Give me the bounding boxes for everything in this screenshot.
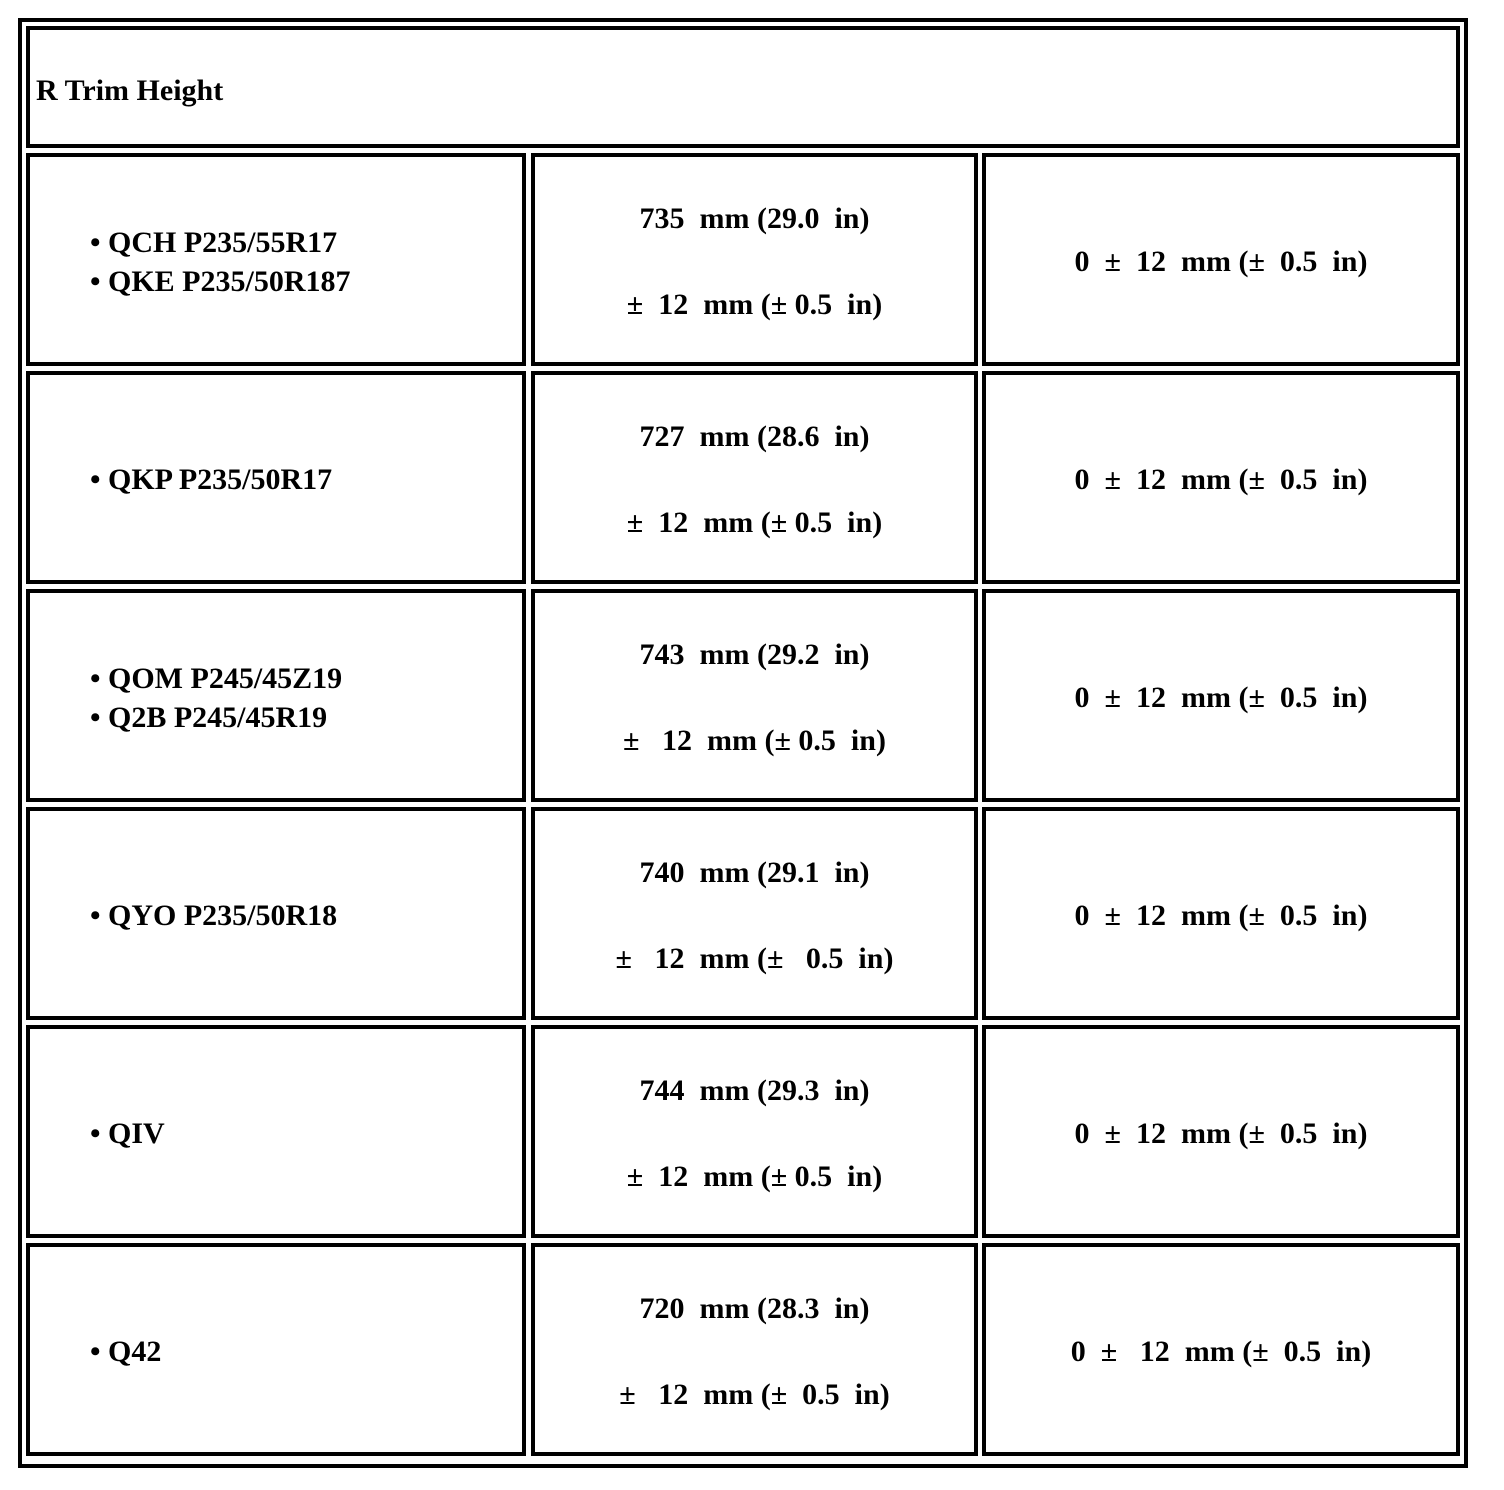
- side-difference-value: 0 ± 12 mm (± 0.5 in): [1074, 244, 1368, 278]
- table-cell-option-codes: [26, 153, 526, 366]
- table-cell-option-codes: [26, 807, 526, 1020]
- table-cell-side-difference: [982, 371, 1460, 584]
- option-code-item: • QYO P235/50R18: [90, 899, 338, 932]
- table-cell-trim-height: [531, 1025, 978, 1238]
- height-tolerance: ± 12 mm (± 0.5 in): [615, 941, 894, 975]
- table-cell-option-codes: [26, 1243, 526, 1456]
- table-cell-option-codes: [26, 1025, 526, 1238]
- table-cell-side-difference: [982, 153, 1460, 366]
- table-cell-side-difference: [982, 807, 1460, 1020]
- option-code-item: • QIV: [90, 1117, 165, 1150]
- side-difference-value: 0 ± 12 mm (± 0.5 in): [1074, 1116, 1368, 1150]
- nominal-height: 720 mm (28.3 in): [639, 1291, 870, 1325]
- height-tolerance: ± 12 mm (± 0.5 in): [619, 1377, 890, 1411]
- option-code-item: • QCH P235/55R17: [90, 225, 338, 259]
- side-difference-value: 0 ± 12 mm (± 0.5 in): [1070, 1334, 1372, 1368]
- table-cell-side-difference: [982, 589, 1460, 802]
- table-title: R Trim Height: [36, 74, 224, 107]
- nominal-height: 740 mm (29.1 in): [639, 855, 870, 889]
- table-cell-trim-height: [531, 1243, 978, 1456]
- table-cell-option-codes: [26, 371, 526, 584]
- table-cell-side-difference: [982, 1243, 1460, 1456]
- table-cell-trim-height: [531, 153, 978, 366]
- height-tolerance: ± 12 mm (± 0.5 in): [626, 505, 883, 539]
- height-tolerance: ± 12 mm (± 0.5 in): [626, 1159, 883, 1193]
- nominal-height: 727 mm (28.6 in): [639, 419, 870, 453]
- option-code-item: • QOM P245/45Z19: [90, 661, 343, 695]
- side-difference-value: 0 ± 12 mm (± 0.5 in): [1074, 898, 1368, 932]
- nominal-height: 735 mm (29.0 in): [639, 201, 870, 235]
- option-code-item: • Q2B P245/45R19: [90, 700, 328, 734]
- height-tolerance: ± 12 mm (± 0.5 in): [626, 287, 883, 321]
- option-code-item: • QKE P235/50R187: [90, 264, 351, 298]
- side-difference-value: 0 ± 12 mm (± 0.5 in): [1074, 680, 1368, 714]
- side-difference-value: 0 ± 12 mm (± 0.5 in): [1074, 462, 1368, 496]
- trim-height-table: [18, 18, 1468, 1468]
- table-cell-trim-height: [531, 371, 978, 584]
- height-tolerance: ± 12 mm (± 0.5 in): [623, 723, 886, 757]
- option-code-item: • QKP P235/50R17: [90, 463, 333, 496]
- option-code-item: • Q42: [90, 1335, 162, 1368]
- table-cell-trim-height: [531, 807, 978, 1020]
- table-cell-side-difference: [982, 1025, 1460, 1238]
- table-cell-trim-height: [531, 589, 978, 802]
- nominal-height: 743 mm (29.2 in): [639, 637, 870, 671]
- nominal-height: 744 mm (29.3 in): [639, 1073, 870, 1107]
- table-header-cell: [26, 26, 1460, 148]
- table-cell-option-codes: [26, 589, 526, 802]
